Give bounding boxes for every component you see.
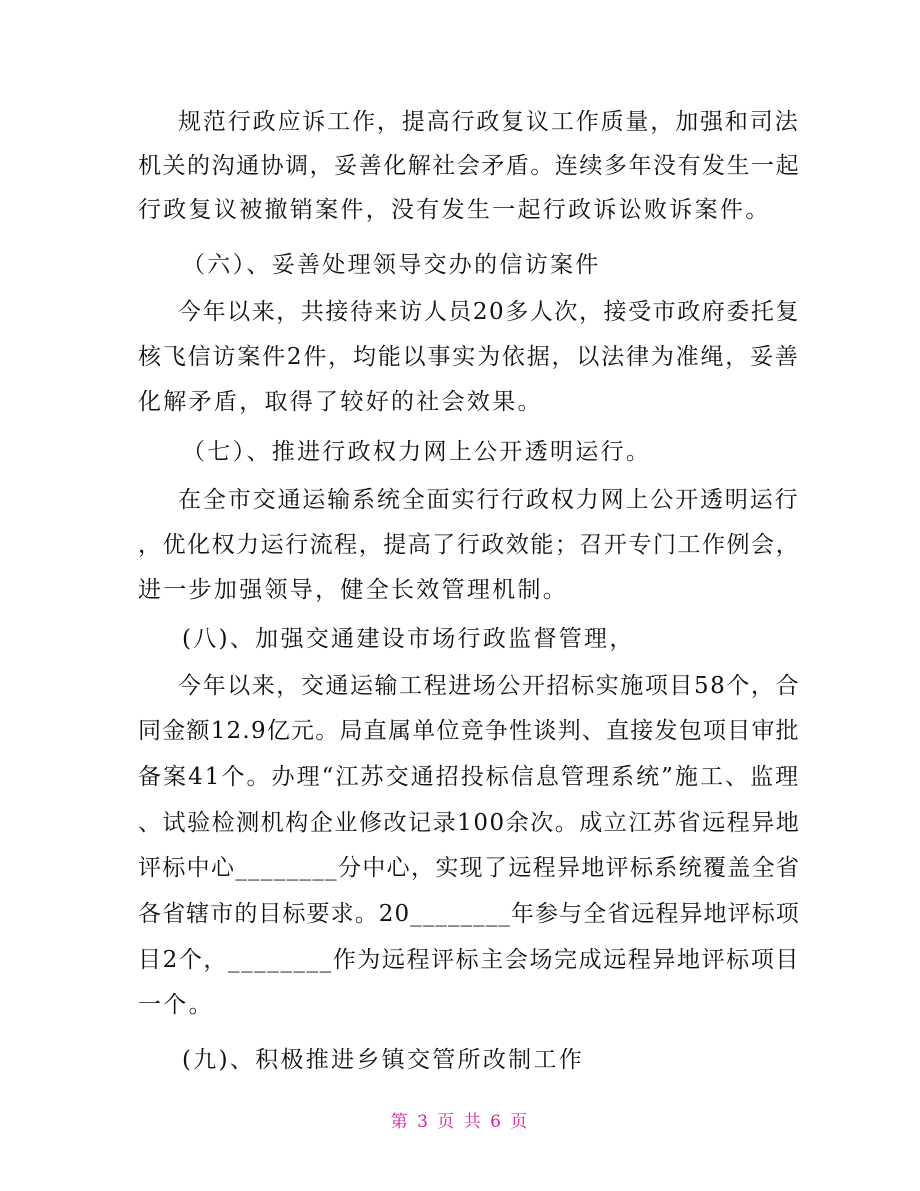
paragraph-line: 在全市交通运输系统全面实行行政权力网上公开透明运行 [178, 487, 800, 513]
paragraph-line: 化解矛盾，取得了较好的社会效果。 [138, 389, 543, 415]
section-heading: (八)、加强交通建设市场行政监督管理， [182, 626, 635, 652]
paragraph-line: 同金额12.9亿元。局直属单位竞争性谈判、直接发包项目审批 [138, 718, 800, 744]
paragraph-line: 备案41个。办理“江苏交通招投标信息管理系统”施工、监理 [138, 764, 801, 790]
section-heading: （七）、推进行政权力网上公开透明运行。 [182, 439, 652, 465]
paragraph-line: 今年以来，共接待来访人员20多人次，接受市政府委托复 [178, 299, 801, 325]
paragraph-line: 、试验检测机构企业修改记录100余次。成立江苏省远程异地 [138, 810, 801, 836]
paragraph-line: 规范行政应诉工作，提高行政复议工作质量，加强和司法 [178, 109, 800, 135]
paragraph-line: 机关的沟通协调，妥善化解社会矛盾。连续多年没有发生一起 [138, 153, 801, 179]
paragraph-line: 行政复议被撤销案件，没有发生一起行政诉讼败诉案件。 [138, 197, 771, 223]
paragraph-line: 各省辖市的目标要求。20________年参与全省远程异地评标项 [138, 901, 800, 927]
paragraph-line: 目2个，________作为远程评标主会场完成远程异地评标项目 [138, 947, 800, 973]
paragraph-line: 一个。 [138, 992, 214, 1018]
paragraph-line: 今年以来，交通运输工程进场公开招标实施项目58个，合 [178, 673, 801, 699]
page-number-footer: 第 3 页 共 6 页 [390, 1112, 530, 1132]
paragraph-line: 核飞信访案件2件，均能以事实为依据，以法律为准绳，妥善 [138, 344, 800, 370]
paragraph-line: 评标中心________分中心，实现了远程异地评标系统覆盖全省 [138, 855, 801, 881]
section-heading: （六）、妥善处理领导交办的信访案件 [182, 252, 601, 278]
section-heading: (九)、积极推进乡镇交管所改制工作 [182, 1047, 585, 1073]
paragraph-line: ，优化权力运行流程，提高了行政效能；召开专门工作例会， [138, 532, 801, 558]
paragraph-line: 进一步加强领导，健全长效管理机制。 [138, 577, 569, 603]
